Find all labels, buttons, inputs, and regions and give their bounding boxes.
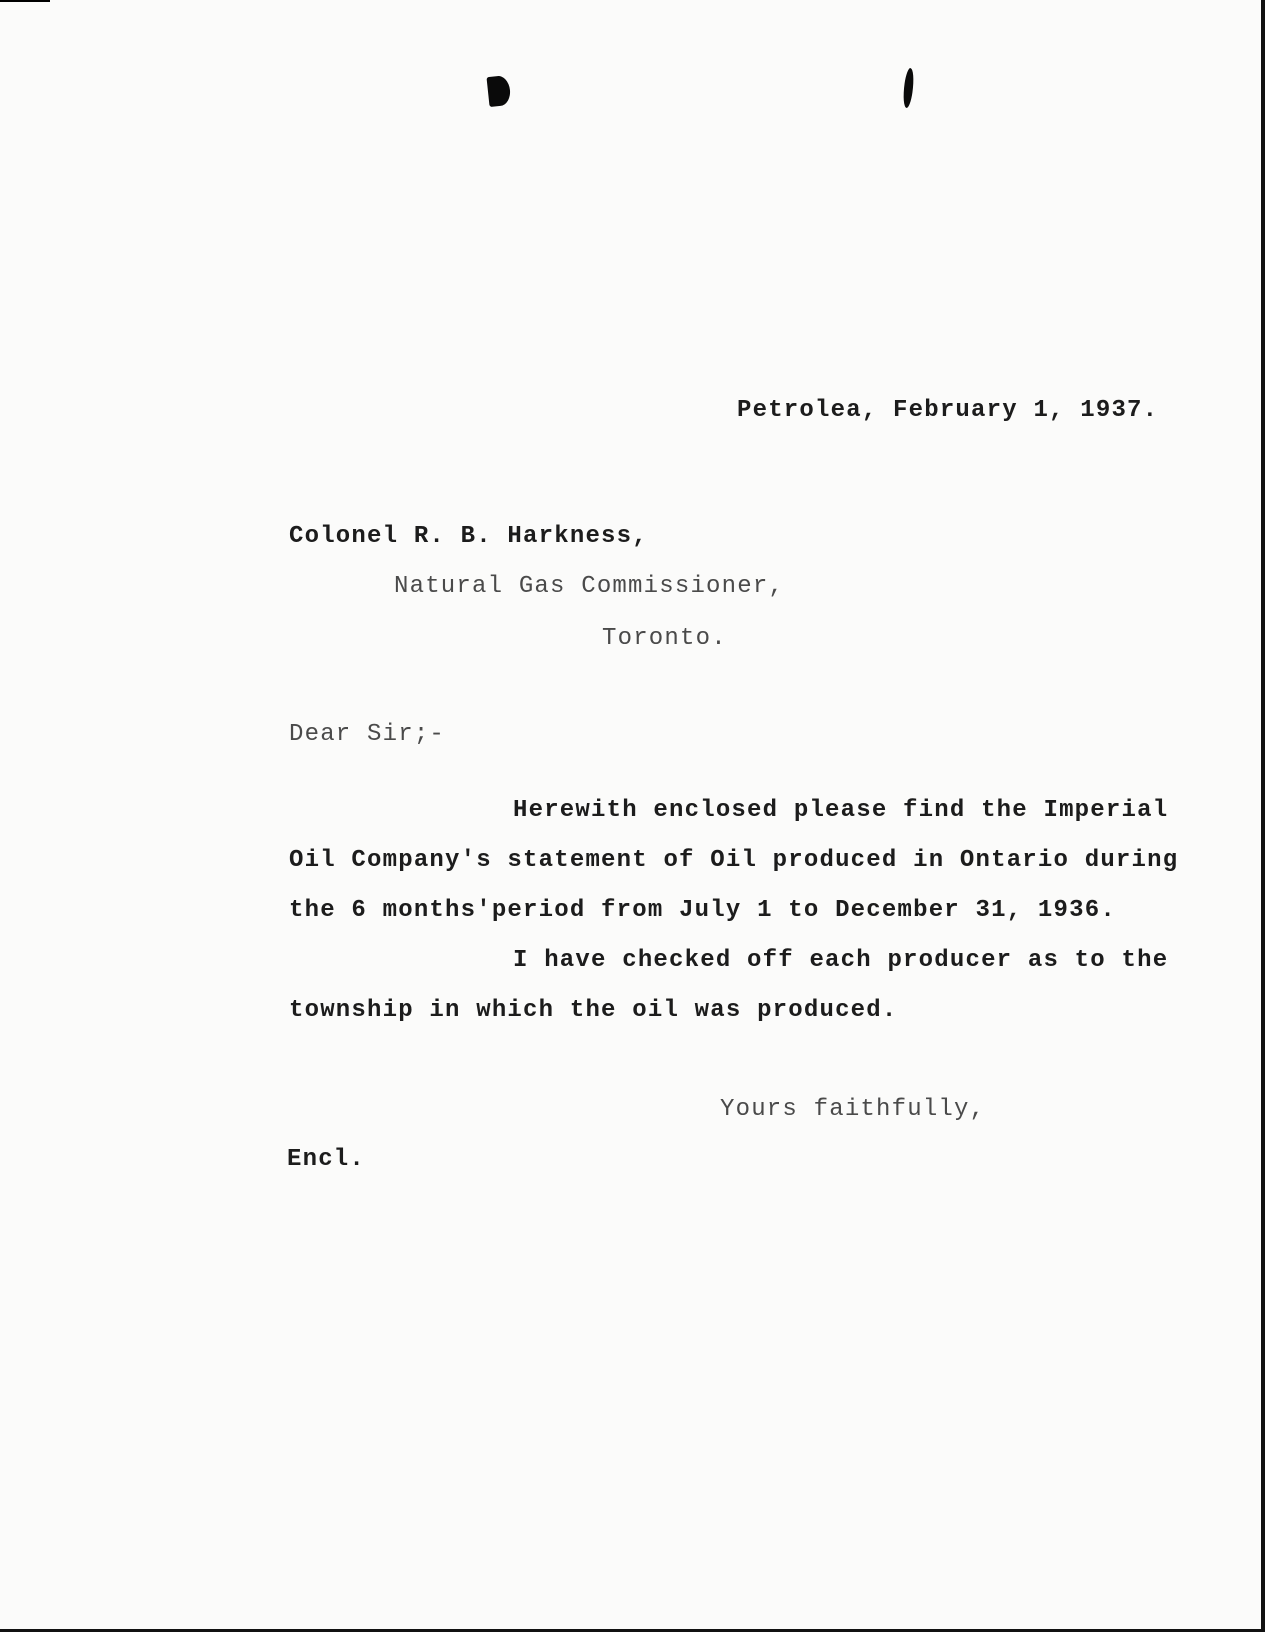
scan-edge-top — [0, 0, 50, 2]
body-line-1: Herewith enclosed please find the Imperial — [513, 797, 1169, 824]
salutation: Dear Sir;- — [289, 721, 446, 748]
scan-edge-right — [1261, 0, 1265, 1632]
addressee-title: Natural Gas Commissioner, — [394, 573, 785, 600]
body-line-5: township in which the oil was produced. — [289, 997, 898, 1024]
closing: Yours faithfully, — [720, 1096, 986, 1123]
addressee-name: Colonel R. B. Harkness, — [289, 523, 648, 550]
body-line-2: Oil Company's statement of Oil produced in Ontario during — [289, 847, 1179, 874]
punch-hole-left — [486, 75, 511, 107]
enclosure-note: Encl. — [287, 1146, 366, 1173]
addressee-city: Toronto. — [602, 625, 727, 652]
punch-hole-right — [901, 68, 915, 109]
body-line-4: I have checked off each producer as to the — [513, 947, 1169, 974]
body-line-3: the 6 months'period from July 1 to December 31, 1936. — [289, 897, 1116, 924]
letter-dateline: Petrolea, February 1, 1937. — [737, 397, 1159, 424]
